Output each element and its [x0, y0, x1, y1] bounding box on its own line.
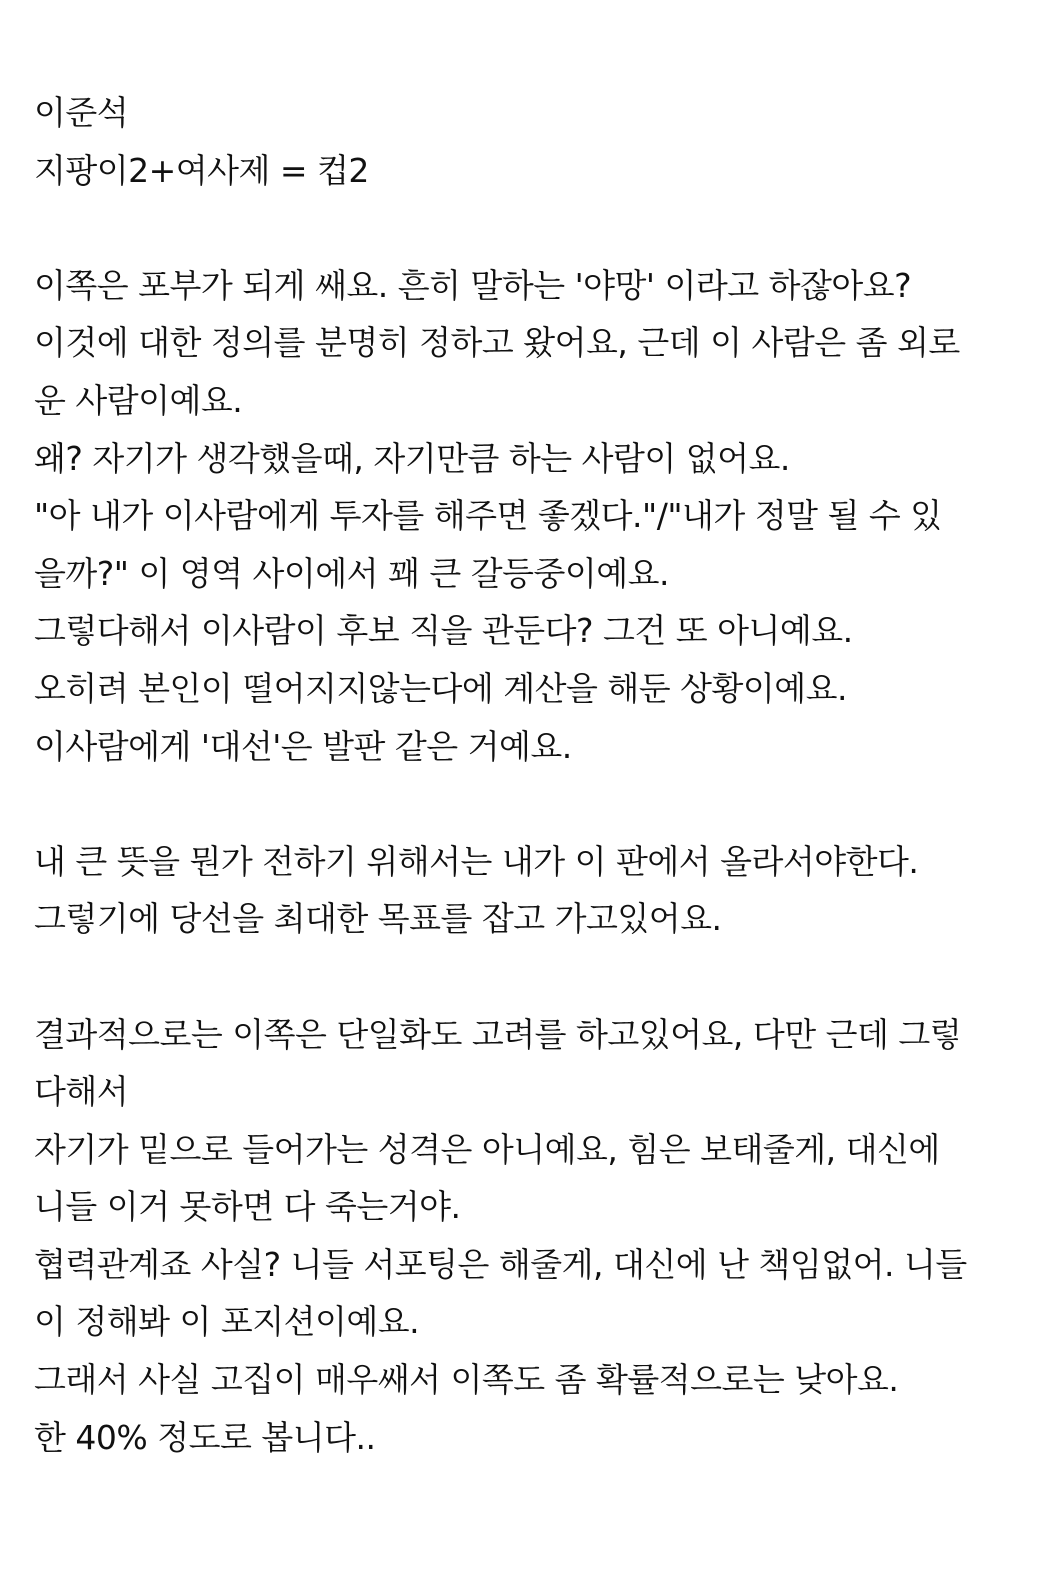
document-body — [34, 84, 1034, 1466]
text-line: 내 큰 뜻을 뭔가 전하기 위해서는 내가 이 판에서 올라서야한다. — [34, 841, 919, 881]
text-line: "아 내가 이사람에게 투자를 해주면 좋겠다."/"내가 정말 될 수 있 — [34, 496, 942, 536]
text-line: 이쪽은 포부가 되게 쌔요. 흔히 말하는 '야망' 이라고 하잖아요? — [34, 265, 912, 305]
text-line: 오히려 본인이 떨어지지않는다에 계산을 해둔 상황이예요. — [34, 668, 848, 708]
text-line: 운 사람이예요. — [34, 380, 243, 420]
text-line: 다해서 — [34, 1072, 129, 1112]
text-line: 협력관계죠 사실? 니들 서포팅은 해줄게, 대신에 난 책임없어. 니들 — [34, 1244, 967, 1284]
text-line: 그렇다해서 이사람이 후보 직을 관둔다? 그건 또 아니예요. — [34, 611, 853, 651]
text-line: 니들 이거 못하면 다 죽는거야. — [34, 1187, 461, 1227]
text-line: 한 40% 정도로 봅니다.. — [34, 1417, 376, 1457]
text-line: 자기가 밑으로 들어가는 성격은 아니예요, 힘은 보태줄게, 대신에 — [34, 1129, 940, 1169]
paragraph-break — [34, 948, 1034, 1006]
text-line: 이 정해봐 이 포지션이예요. — [34, 1302, 420, 1342]
text-line: 그래서 사실 고집이 매우쌔서 이쪽도 좀 확률적으로는 낮아요. — [34, 1360, 899, 1400]
paragraph-break — [34, 199, 1034, 257]
heading-name: 이준석 — [34, 93, 129, 132]
card-combination: 지팡이2+여사제 = 컵2 — [34, 150, 369, 190]
text-line: 이것에 대한 정의를 분명히 정하고 왔어요, 근데 이 사람은 좀 외로 — [34, 323, 960, 363]
paragraph-break — [34, 775, 1034, 833]
text-line: 이사람에게 '대선'은 발판 같은 거예요. — [34, 726, 572, 766]
text-line: 을까?" 이 영역 사이에서 꽤 큰 갈등중이예요. — [34, 553, 670, 593]
text-line: 그렇기에 당선을 최대한 목표를 잡고 가고있어요. — [34, 899, 722, 939]
text-line: 결과적으로는 이쪽은 단일화도 고려를 하고있어요, 다만 근데 그렇 — [34, 1014, 962, 1054]
text-line: 왜? 자기가 생각했을때, 자기만큼 하는 사람이 없어요. — [34, 438, 790, 478]
